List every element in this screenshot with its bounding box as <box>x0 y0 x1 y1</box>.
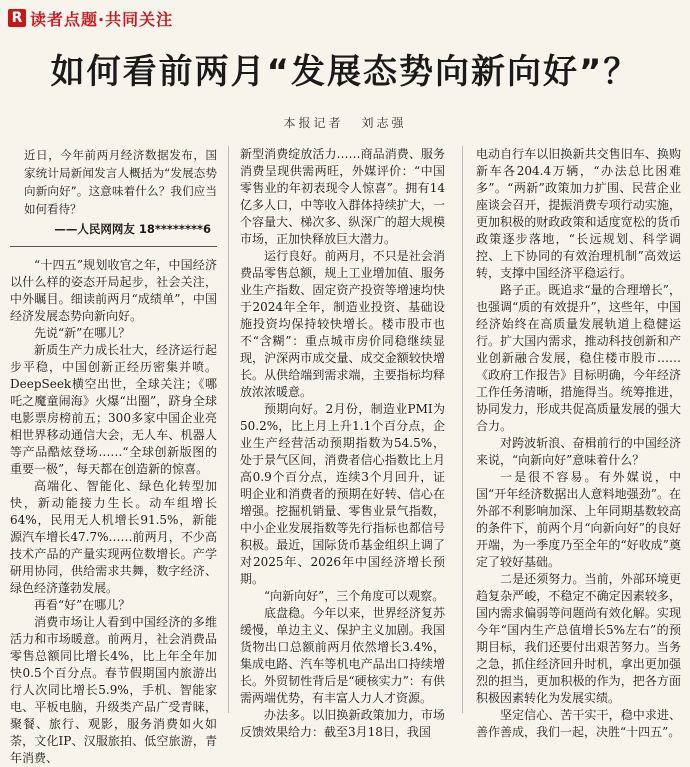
paragraph: 再看“好”在哪儿？ <box>34 598 131 612</box>
paragraph: 消费市场让人看到中国经济的多维活力和市场暖意。前两月，社会消费品零售总额同比增长4%，比上年全年加快0.5个百分点。春节假期国内旅游出行人次同比增长5.9%，手机、智能家电、平板电脑，升级类产品广受青睐，聚餐、旅行、观影，服务消费如火如荼，文化IP、汉服旅拍、低空旅游，青年消费、 <box>10 615 217 765</box>
byline <box>0 114 690 131</box>
byline-name: 刘志强 <box>361 116 407 130</box>
article-column-1 <box>10 146 217 765</box>
paragraph: 预期向好。2月份，制造业PMI为50.2%，比上月上升1.1个百分点，企业生产经营活动预期指数为54.5%，处于景气区间，消费者信心指数比上月高0.9个百分点，连续3个月回升，证明企业和消费者的预期在好转、信心在增强。挖掘机销量、零售业景气指数，中小企业发展指数等先行指标也都信号积极。最近，国际货币基金组织上调了对2025年、2026年中国经济增长预期。 <box>240 402 445 586</box>
paragraph: 二是还须努力。当前，外部环境更趋复杂严峻，不稳定不确定因素较多，国内需求偏弱等问题尚有效化解。实现今年“国内生产总值增长5%左右”的预期目标，我们还要付出艰苦努力。当务之急，抓住经济回升时机，拿出更加强烈的担当，更加积极的作为，把各方面积极因素转化为发展实绩。 <box>476 572 681 705</box>
paragraph: 一是很不容易。有外媒说，中国“开年经济数据出人意料地强劲”。在外部不利影响加深、上年同期基数较高的条件下，前两个月“向新向好”的良好开端，为一季度乃至全年的“好收成”奠定了较好基础。 <box>476 470 681 569</box>
byline-role: 本报记者 <box>283 116 344 130</box>
paragraph: 对跨波斩浪、奋楫前行的中国经济来说，“向新向好”意味着什么？ <box>476 436 681 467</box>
paragraph: 新质生产力成长壮大，经济运行起步平稳，中国创新正经历密集并喷。DeepSeek横空出世，全球关注；《哪吒之魔童闹海》火爆“出圈”，跻身全球电影票房榜前五；300多家中国企业亮相世界移动通信大会，无人车、机器人等产品酷炫登场……“全球创新版图的重要一极”，每天都在创造新的惊喜。 <box>10 343 217 476</box>
paragraph: 坚定信心、苦干实干，稳中求进、善作善成，我们一起，决胜“十四五”。 <box>476 708 681 739</box>
paragraph: “十四五”规划收官之年，中国经济以什么样的姿态开局起步，社会关注，中外瞩目。细读前两月“成绩单”，中国经济发展态势向新向好。 <box>10 258 217 323</box>
article-column-3 <box>476 146 681 739</box>
column-divider <box>462 146 463 713</box>
reader-question <box>10 146 217 238</box>
paragraph: 电动自行车以旧换新共交售旧车、换购新车各204.4万辆，“办法总比困难多”。“两新”政策加力扩围、民营企业座谈会召开，提振消费专项行动实施，更加积极的财政政策和适度宽松的货币政策逐步落地，“长远规划、科学调控、上下协同的有效治理机制”高效运转，支撑中国经济平稳运行。 <box>476 147 681 280</box>
paragraph: 办法多。以旧换新政策加力，市场反馈效果给力：截至3月18日，我国 <box>240 708 445 739</box>
reader-signature: ——人民网网友 18********6 <box>54 222 211 236</box>
section-title: 读者点题·共同关注 <box>30 9 174 29</box>
paragraph: 高端化、智能化、绿色化转型加快，新动能接力生长。动车组增长64%，民用无人机增长91.5%，新能源汽车增长47.7%……前两月，不少高技术产品的产量实现两位数增长。产学研用协同，供给需求共舞，数字经济、绿色经济蓬勃发展。 <box>10 479 217 595</box>
article-headline: 如何看前两月“发展态势向新向好”？ <box>50 52 640 92</box>
section-logo-icon: R <box>8 9 26 27</box>
paragraph: 新型消费绽放活力……商品消费、服务消费呈现供需两旺，外媒评价：“中国零售业的年初表现令人惊喜”。拥有14亿多人口，中等收入群体持续扩大，一个容量大、梯次多、纵深广的超大规模市场，正加快释放巨大潜力。 <box>240 147 445 246</box>
article-column-2 <box>240 146 445 739</box>
section-header <box>8 6 173 30</box>
reader-question-text: 近日，今年前两月经济数据发布，国家统计局新闻发言人概括为“发展态势向新向好”。这意味着什么？我们应当如何看待？ <box>24 148 217 216</box>
column-divider <box>228 146 229 713</box>
question-divider <box>10 246 217 247</box>
paragraph: 底盘稳。今年以来，世界经济复苏缓慢，单边主义、保护主义加剧。我国货物出口总额前两月依然增长3.4%，集成电路、汽车等机电产品出口持续增长。外贸韧性背后是“硬核实力”：有供需两端优势，有丰富人力人才资源。 <box>240 606 445 705</box>
paragraph: 运行良好。前两月，不只是社会消费品零售总额，规上工业增加值、服务业生产指数、固定资产投资等增速均快于2024年全年，制造业投资、基础设施投资均保持较快增长。楼市股市也不“含糊”：重点城市房价同稳继续显现，沪深两市成交量、成交金额较快增长。从供给端到需求端，主要指标均释放浓浓暖意。 <box>240 249 445 399</box>
paragraph: “向新向好”，三个角度可以观察。 <box>264 589 445 603</box>
paragraph: 路子正。既追求“量的合理增长”，也强调“质的有效提升”，这些年，中国经济始终在高质量发展轨道上稳健运行。扩大国内需求，推动科技创新和产业创新融合发展，稳住楼市股市……《政府工作报告》目标明确，今年经济工作任务清晰，措施得当。统筹推进，协同发力，形成共促高质量发展的强大合力。 <box>476 283 681 433</box>
paragraph: 先说“新”在哪儿？ <box>34 326 131 340</box>
